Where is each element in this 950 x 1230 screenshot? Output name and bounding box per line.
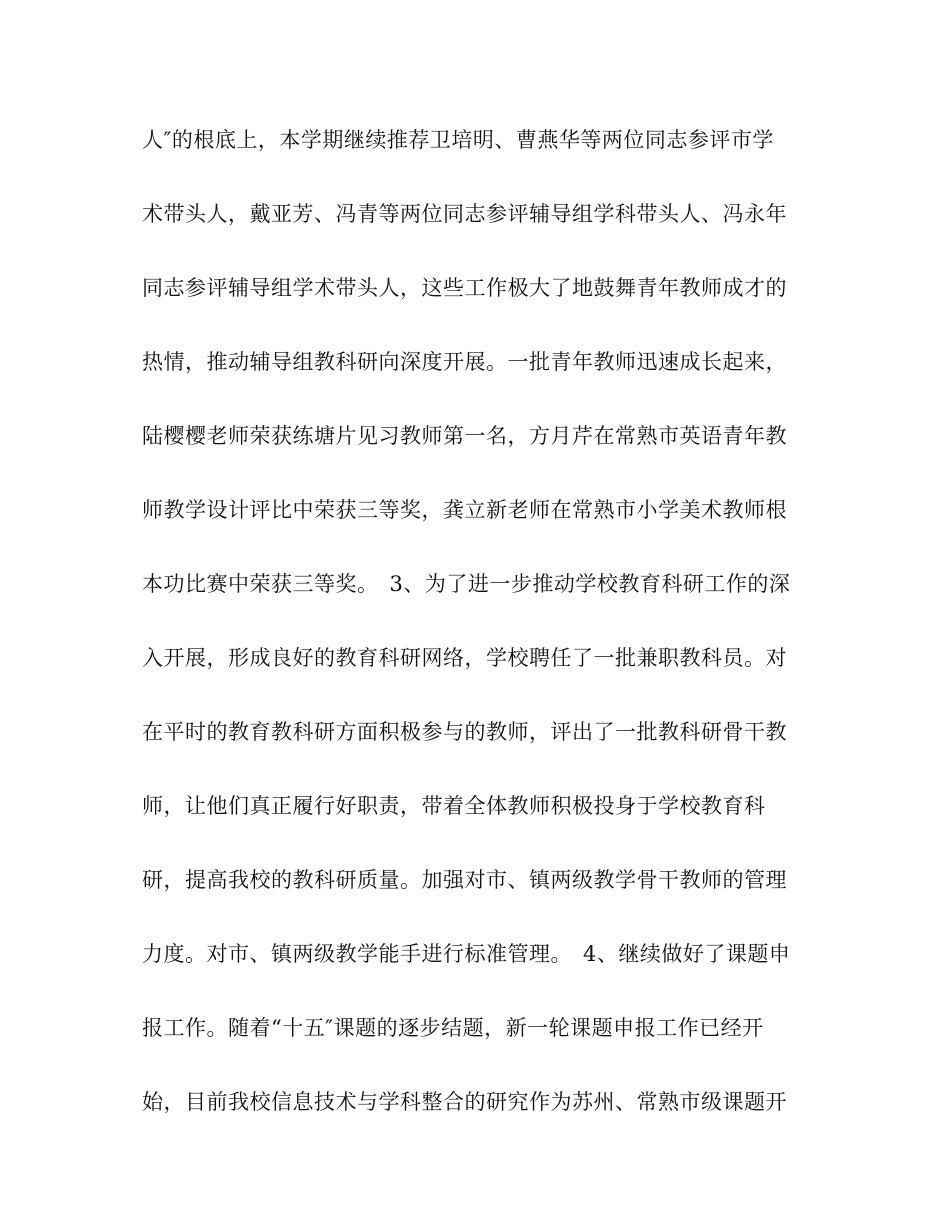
text-line-1: 人″的根底上，本学期继续推荐卫培明、曹燕华等两位同志参评市学 xyxy=(142,128,774,152)
text-line-14: 始，目前我校信息技术与学科整合的研究作为苏州、常熟市级课题开 xyxy=(142,1090,787,1114)
text-line-2: 术带头人，戴亚芳、冯青等两位同志参评辅导组学科带头人、冯永年 xyxy=(142,202,787,226)
text-line-3: 同志参评辅导组学术带头人，这些工作极大了地鼓舞青年教师成才的 xyxy=(142,276,787,300)
text-line-11: 研，提高我校的教科研质量。加强对市、镇两级教学骨干教师的管理 xyxy=(142,868,787,892)
text-line-7: 本功比赛中荣获三等奖。 3、为了进一步推动学校教育科研工作的深 xyxy=(142,572,791,596)
text-line-10: 师，让他们真正履行好职责，带着全体教师积极投身于学校教育科 xyxy=(142,794,766,818)
text-line-12: 力度。对市、镇两级教学能手进行标准管理。 4、继续做好了课题申 xyxy=(142,942,791,966)
text-line-8: 入开展，形成良好的教育科研网络，学校聘任了一批兼职教科员。对 xyxy=(142,646,787,670)
text-line-13: 报工作。随着“十五″课题的逐步结题，新一轮课题申报工作已经开 xyxy=(142,1016,764,1040)
text-line-4: 热情，推动辅导组教科研向深度开展。一批青年教师迅速成长起来， xyxy=(142,350,787,374)
text-line-6: 师教学设计评比中荣获三等奖，龚立新老师在常熟市小学美术教师根 xyxy=(142,498,787,522)
text-line-9: 在平时的教育教科研方面积极参与的教师，评出了一批教科研骨干教 xyxy=(142,720,787,744)
text-line-5: 陆樱樱老师荣获练塘片见习教师第一名，方月芹在常熟市英语青年教 xyxy=(142,424,787,448)
